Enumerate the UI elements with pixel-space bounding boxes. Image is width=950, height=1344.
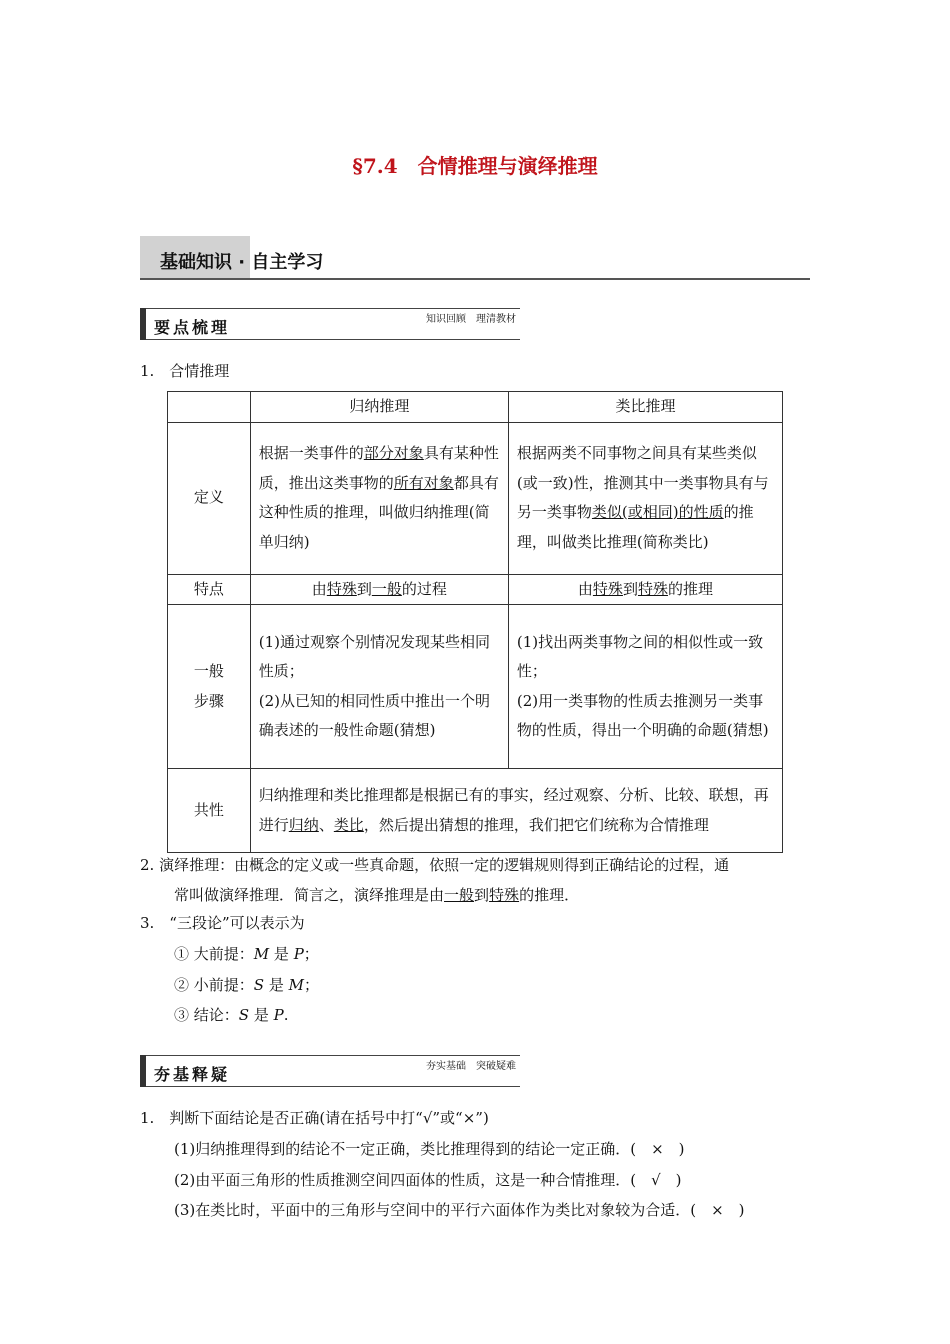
question-1-item-2: (2)由平面三角形的性质推测空间四面体的性质，这是一种合情推理．( √ ) [174,1171,682,1189]
syllogism-conclusion: ③ 结论：S 是 P. [174,1006,289,1024]
item-3: 3. “三段论”可以表示为 [140,914,305,932]
section-dot: · [238,252,246,273]
section-header [140,236,810,280]
item-1: 1. 合情推理 [140,362,230,380]
question-1-item-3: (3)在类比时，平面中的三角形与空间中的平行六面体作为类比对象较为合适．( × ) [174,1201,745,1219]
comparison-table [167,391,783,853]
row-label-common: 共性 [168,769,251,853]
cell-def-analogy: 根据两类不同事物之间具有某些类似(或一致)性，推测其中一类事物具有与另一类事物类似(或相同)的性质的推理，叫做类比推理(简称类比) [508,422,782,574]
col-header-induction: 归纳推理 [250,392,508,423]
section-main: 基础知识 [160,252,232,273]
syllogism-minor: ② 小前提：S 是 M； [174,976,319,994]
item-2-line2: 常叫做演绎推理．简言之，演绎推理是由一般到特殊的推理． [174,886,580,904]
cell-steps-analogy: (1)找出两类事物之间的相似性或一致性； (2)用一类事物的性质去推测另一类事物的性质，得出一个明确的命题(猜想) [508,605,782,769]
section-sub: 自主学习 [251,252,324,273]
cell-steps-induction: (1)通过观察个别情况发现某些相同性质； (2)从已知的相同性质中推出一个明确表述的一般性命题(猜想) [250,605,508,769]
row-label-steps: 一般 步骤 [168,605,251,769]
cell-feature-analogy: 由特殊到特殊的推理 [508,574,782,605]
syllogism-major: ① 大前提：M 是 P； [174,945,319,963]
cell-feature-induction: 由特殊到一般的过程 [250,574,508,605]
page-title: §7.4 合情推理与演绎推理 [352,154,598,178]
question-1: 1. 判断下面结论是否正确(请在括号中打“√”或“×”) [140,1109,489,1127]
subheading-consolidate [140,1055,520,1087]
table-corner [168,392,251,423]
subheading-label: 夯基释疑 [154,1065,231,1084]
col-header-analogy: 类比推理 [508,392,782,423]
row-label-definition: 定义 [168,422,251,574]
question-1-item-1: (1)归纳推理得到的结论不一定正确，类比推理得到的结论一定正确．( × ) [174,1140,685,1158]
item-2-line1: 2. 演绎推理：由概念的定义或一些真命题，依照一定的逻辑规则得到正确结论的过程，通 [140,856,730,874]
subheading-key-points [140,308,520,340]
subheading-tag: 夯实基础 突破疑难 [426,1061,516,1072]
subheading-label: 要点梳理 [154,318,231,337]
row-label-feature: 特点 [168,574,251,605]
cell-common: 归纳推理和类比推理都是根据已有的事实，经过观察、分析、比较、联想，再进行归纳、类比，然后提出猜想的推理，我们把它们统称为合情推理 [250,769,782,853]
cell-def-induction: 根据一类事件的部分对象具有某种性质，推出这类事物的所有对象都具有这种性质的推理，叫做归纳推理(简单归纳) [250,422,508,574]
subheading-tag: 知识回顾 理清教材 [426,314,516,325]
